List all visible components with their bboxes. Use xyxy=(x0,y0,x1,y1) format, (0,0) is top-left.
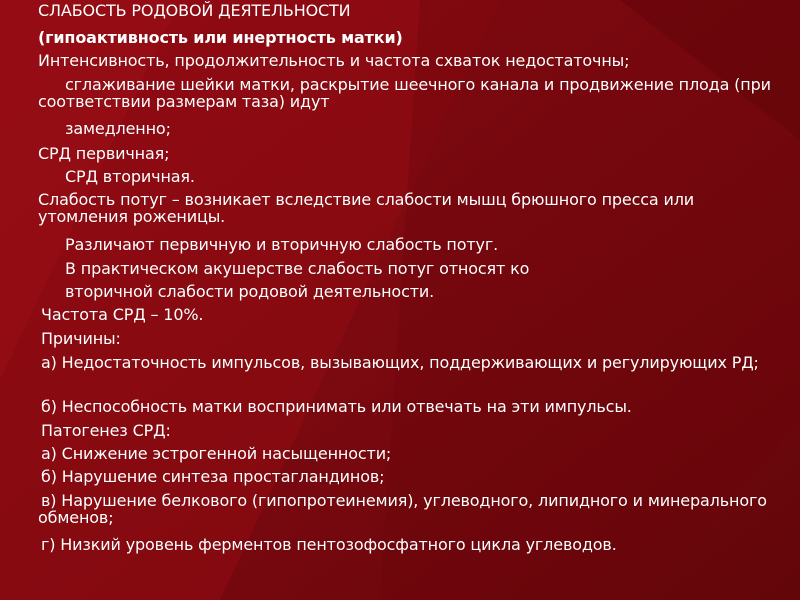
slide-title: СЛАБОСТЬ РОДОВОЙ ДЕЯТЕЛЬНОСТИ xyxy=(38,1,351,20)
text-line: Частота СРД – 10%. xyxy=(41,305,204,324)
text-line: замедленно; xyxy=(65,119,171,138)
text-line: СРД вторичная. xyxy=(65,167,195,186)
text-line: а) Снижение эстрогенной насыщенности; xyxy=(41,444,392,463)
text-line: вторичной слабости родовой деятельности. xyxy=(65,282,435,301)
text-line: б) Нарушение синтеза простагландинов; xyxy=(41,467,385,486)
text-line: а) Недостаточность импульсов, вызывающих, поддерживающих и регулирующих РД; xyxy=(41,353,759,372)
text-line: Различают первичную и вторичную слабость потуг. xyxy=(65,235,499,254)
text-line: В практическом акушерстве слабость потуг относят ко xyxy=(65,259,530,278)
text-line: Причины: xyxy=(41,329,121,348)
slide-subtitle: (гипоактивность или инертность матки) xyxy=(38,28,403,47)
text-line: Патогенез СРД: xyxy=(41,421,171,440)
text-line: Интенсивность, продолжительность и частота схваток недостаточны; xyxy=(38,51,630,70)
text-line: СРД первичная; xyxy=(38,144,170,163)
text-line: Слабость потуг – возникает вследствие слабости мышц брюшного пресса или утомления роженицы. xyxy=(38,190,695,226)
text-line: сглаживание шейки матки, раскрытие шеечного канала и продвижение плода (при соответствии размерам таза) идут xyxy=(38,75,771,111)
text-line: в) Нарушение белкового (гипопротеинемия), углеводного, липидного и минерального обменов; xyxy=(38,491,767,527)
text-line: б) Неспособность матки воспринимать или отвечать на эти импульсы. xyxy=(41,397,632,416)
text-line: г) Низкий уровень ферментов пентозофосфатного цикла углеводов. xyxy=(41,535,617,554)
